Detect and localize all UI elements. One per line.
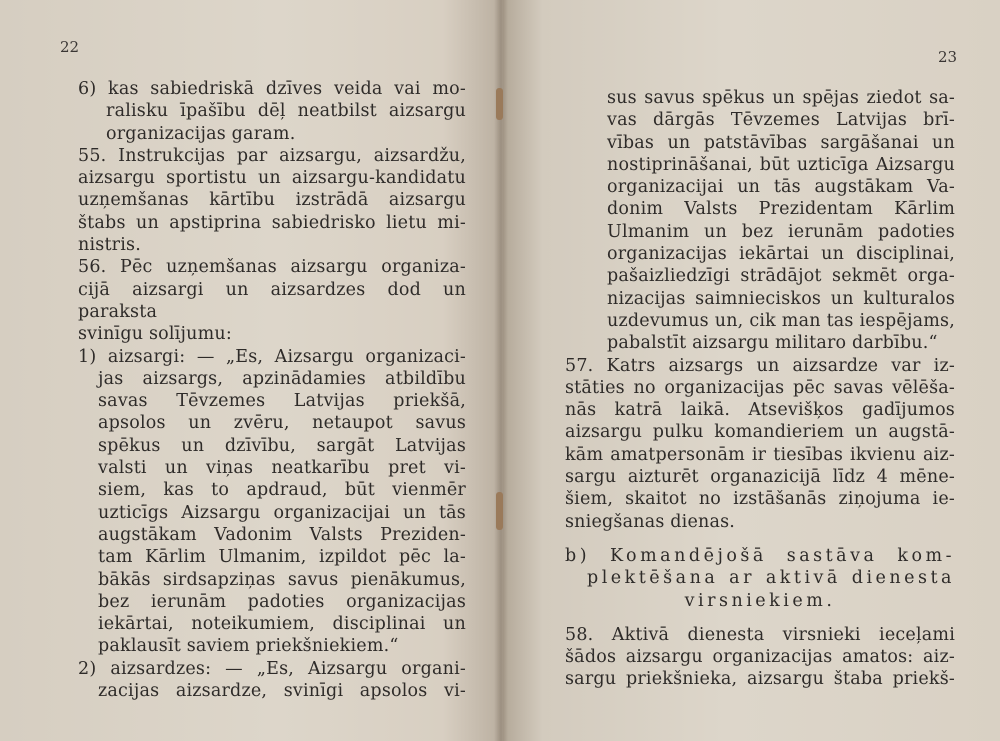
- text-line: savas Tēvzemes Latvijas priekšā,: [98, 391, 466, 412]
- text-line: ralisku īpašību dēļ neatbilst aizsargu: [106, 101, 466, 122]
- text-line: aizsargu sportistu un aizsargu-kandidatu: [78, 168, 466, 189]
- text-line: 55. Instrukcijas par aizsargu, aizsardžu,: [78, 145, 466, 166]
- section-heading: plektēšana ar aktivā dienesta: [587, 568, 955, 589]
- text-line: šiem, skaitot no izstāšanās ziņojuma ie-: [565, 489, 955, 510]
- text-line: paklausīt saviem priekšniekiem.“: [98, 636, 399, 657]
- text-line: jas aizsargs, apzinādamies atbildību: [98, 368, 466, 389]
- text-line: uzdevumus un, cik man tas iespējams,: [607, 310, 955, 331]
- text-line: nistris.: [78, 235, 141, 256]
- page-number-right: 23: [938, 48, 958, 66]
- binding-thread: [496, 492, 503, 530]
- text-line: donim Valsts Prezidentam Kārlim: [607, 199, 955, 220]
- left-page-text: [78, 78, 466, 702]
- section-heading: virsniekiem.: [684, 590, 836, 611]
- text-line: iekārtai, noteikumiem, disciplinai un: [98, 614, 466, 635]
- text-line: sargu priekšnieka, aizsargu štaba priekš-: [565, 669, 955, 690]
- text-line: vas dārgās Tēvzemes Latvijas brī-: [607, 110, 955, 131]
- text-line: aizsargu pulku komandieriem un augstā-: [565, 422, 955, 443]
- text-line: organizacijas iekārtai un disciplinai,: [607, 244, 955, 265]
- text-line: vības un patstāvības sargāšanai un: [607, 132, 955, 153]
- right-page-text: [565, 87, 955, 691]
- text-line: 57. Katrs aizsargs un aizsardze var iz-: [565, 355, 955, 376]
- text-line: 1) aizsargi: — „Es, Aizsargu organizaci-: [78, 346, 466, 367]
- text-line: pašaizliedzīgi strādājot sekmēt orga-: [607, 266, 955, 287]
- text-line: svinīgu solījumu:: [78, 324, 232, 345]
- text-line: tam Kārlim Ulmanim, izpildot pēc la-: [98, 547, 466, 568]
- text-line: sargu aizturēt organazicijā līdz 4 mēne-: [565, 467, 955, 488]
- text-line: sniegšanas dienas.: [565, 511, 736, 532]
- text-line: organizacijai un tās augstākam Va-: [607, 177, 955, 198]
- text-line: cijā aizsargi un aizsardzes dod un paraksta: [78, 279, 466, 322]
- text-line: organizacijas garam.: [106, 123, 296, 144]
- binding-thread: [496, 88, 503, 120]
- text-line: apsolos un zvēru, netaupot savus: [98, 413, 466, 434]
- text-line: šādos aizsargu organizacijas amatos: aiz-: [565, 647, 955, 668]
- text-line: bākās sirdsapziņas savus pienākumus,: [98, 569, 466, 590]
- text-line: kām amatpersonām ir tiesības ikvienu aiz-: [565, 444, 955, 465]
- text-line: 56. Pēc uzņemšanas aizsargu organiza-: [78, 257, 466, 278]
- text-line: augstākam Vadonim Valsts Preziden-: [98, 524, 466, 545]
- text-line: Ulmanim un bez ierunām padoties: [607, 221, 955, 242]
- text-line: 58. Aktivā dienesta virsnieki ieceļami: [565, 624, 955, 645]
- text-line: spēkus un dzīvību, sargāt Latvijas: [98, 435, 466, 456]
- text-line: 6) kas sabiedriskā dzīves veida vai mo-: [78, 79, 466, 99]
- text-line: uzticīgs Aizsargu organizacijai un tās: [98, 502, 466, 523]
- text-line: nās katrā laikā. Atsevišķos gadījumos: [565, 400, 955, 421]
- text-line: pabalstīt aizsargu militaro darbību.“: [607, 333, 938, 354]
- text-line: nostiprināšanai, būt uzticīga Aizsargu: [607, 154, 955, 175]
- text-line: stāties no organizacijas pēc savas vēlēša-: [565, 377, 955, 398]
- page-number-left: 22: [60, 38, 80, 56]
- text-line: nizacijas saimnieciskos un kulturalos: [607, 288, 955, 309]
- text-line: sus savus spēkus un spējas ziedot sa-: [607, 88, 955, 108]
- text-line: bez ierunām padoties organizacijas: [98, 591, 466, 612]
- text-line: štabs un apstiprina sabiedrisko lietu mi-: [78, 212, 466, 233]
- section-heading: b) Komandējošā sastāva kom-: [565, 545, 955, 566]
- text-line: siem, kas to apdraud, būt vienmēr: [98, 480, 466, 501]
- text-line: uzņemšanas kārtību izstrādā aizsargu: [78, 190, 466, 211]
- text-line: 2) aizsardzes: — „Es, Aizsargu organi-: [78, 658, 466, 679]
- text-line: zacijas aizsardze, svinīgi apsolos vi-: [98, 681, 466, 702]
- text-line: valsti un viņas neatkarību pret vi-: [98, 458, 466, 479]
